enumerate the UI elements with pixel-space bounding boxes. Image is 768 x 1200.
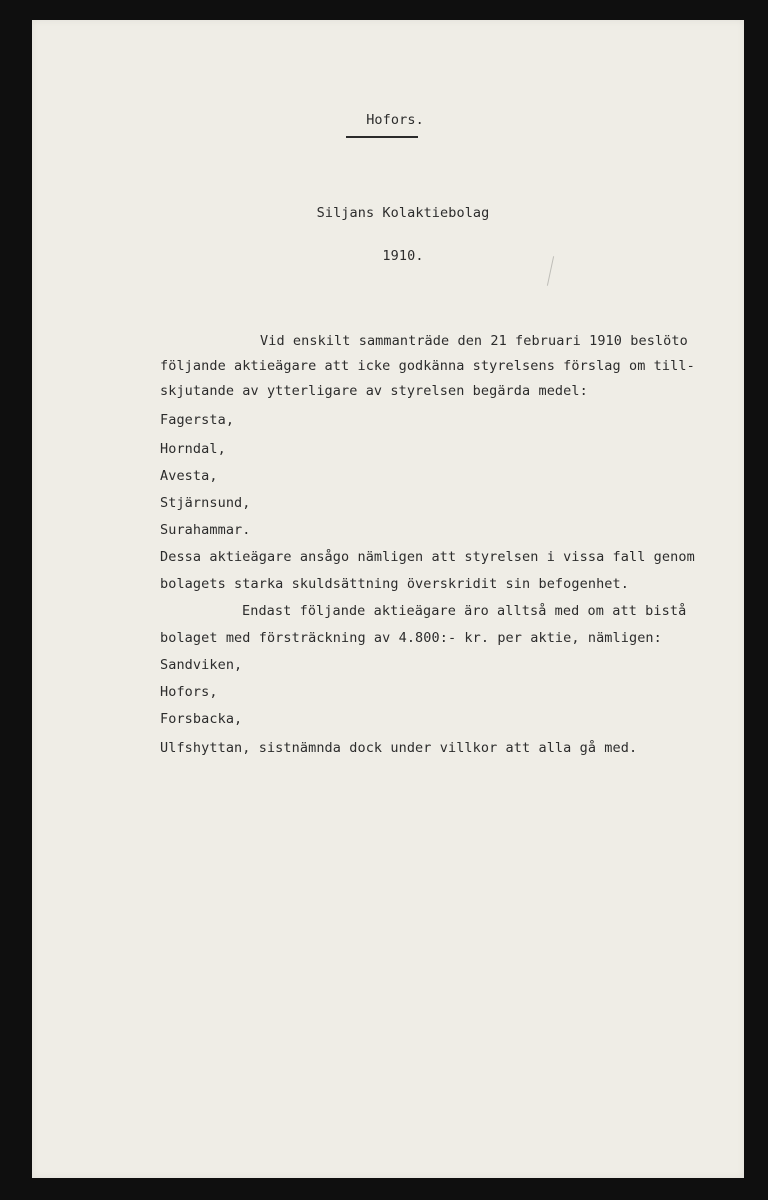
paragraph-line: skjutande av ytterligare av styrelsen begärda medel:	[160, 383, 588, 399]
list-item: Sandviken,	[160, 657, 243, 673]
document-page	[32, 20, 744, 1178]
list-item: Forsbacka,	[160, 711, 243, 727]
paragraph-line: Vid enskilt sammanträde den 21 februari 1910 beslöto	[260, 333, 688, 349]
paragraph-line: Endast följande aktieägare äro alltså med om att bistå	[242, 603, 687, 619]
typed-document	[32, 20, 744, 1178]
document-year: 1910.	[382, 248, 424, 264]
list-item: Horndal,	[160, 441, 226, 457]
list-item: Fagersta,	[160, 412, 235, 428]
paragraph-line: Dessa aktieägare ansågo nämligen att styrelsen i vissa fall genom	[160, 549, 695, 565]
title-underline	[346, 136, 418, 139]
document-title: Hofors.	[366, 112, 424, 128]
list-item: Hofors,	[160, 684, 218, 700]
list-item: Ulfshyttan, sistnämnda dock under villkor att alla gå med.	[160, 740, 638, 756]
paragraph-line: bolagets starka skuldsättning överskridit sin befogenhet.	[160, 576, 629, 592]
company-name: Siljans Kolaktiebolag	[316, 205, 490, 221]
paragraph-line: följande aktieägare att icke godkänna styrelsens förslag om till-	[160, 358, 695, 374]
list-item: Avesta,	[160, 468, 218, 484]
list-item: Stjärnsund,	[160, 495, 251, 511]
list-item: Surahammar.	[160, 522, 251, 538]
paragraph-line: bolaget med försträckning av 4.800:- kr. per aktie, nämligen:	[160, 630, 662, 646]
